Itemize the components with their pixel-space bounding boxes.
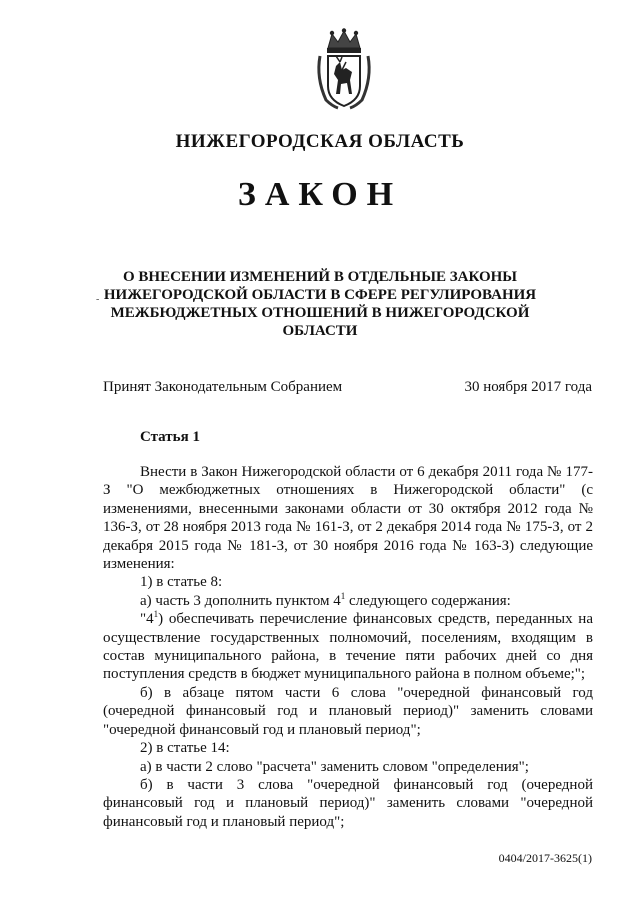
item-1a-quote: "$4^1$) обеспечивать перечисление финансовых средств, переданных на осуществление государственных полномочий, поселениям, входящим в состав муниципального района, в течение пяти рабочих дней со дня поступления средств в бюджет муниципального района в полном объеме;";: [103, 609, 593, 683]
item-1b: б) в абзаце пятом части 6 слова "очередной финансовый год (очередной финансовый год и плановый период)" заменить словами "очередной финансовый год и плановый период";: [103, 684, 593, 738]
item-2: 2) в статье 14:: [140, 740, 230, 757]
item-2a: а) в части 2 слово "расчета" заменить словом "определения";: [140, 758, 529, 775]
article-intro: Внести в Закон Нижегородской области от 6 декабря 2011 года № 177-З "О межбюджетных отношениях в Нижегородской области" (с изменениями, внесенными законами области от 30 октября 2012 года № 136-З, от 28 ноября 2013 года № 161-З, от 2 декабря 2014 года № 175-З, от 2 декабря 2015 года № 181-З, от 30 ноября 2016 года № 163-З) следующие изменения:: [103, 464, 593, 573]
coat-of-arms-icon: [314, 28, 374, 110]
adopted-by: Принят Законодательным Собранием: [103, 379, 343, 395]
law-title: О ВНЕСЕНИИ ИЗМЕНЕНИЙ В ОТДЕЛЬНЫЕ ЗАКОНЫ НИЖЕГОРОДСКОЙ ОБЛАСТИ В СФЕРЕ РЕГУЛИРОВАНИЯ МЕЖБЮДЖЕТНЫХ ОТНОШЕНИЙ В НИЖЕГОРОДСКОЙ ОБЛАСТИ: [103, 269, 537, 339]
document-code: 0404/2017-3625(1): [498, 851, 592, 865]
margin-mark: -: [96, 294, 100, 305]
article-heading: Статья 1: [140, 429, 200, 445]
document-type-heading: ЗАКОН: [237, 176, 403, 213]
region-heading: НИЖЕГОРОДСКАЯ ОБЛАСТЬ: [175, 131, 465, 152]
adopted-date: 30 ноября 2017 года: [464, 379, 592, 395]
item-1: 1) в статье 8:: [140, 574, 223, 591]
item-2b: б) в части 3 слова "очередной финансовый год (очередной финансовый год и плановый период)" заменить словами "очередной финансовый год и плановый период";: [103, 776, 593, 830]
item-1a: а) часть 3 дополнить пунктом $4^1$ следующего содержания:: [140, 590, 511, 609]
article-body: [103, 463, 593, 831]
